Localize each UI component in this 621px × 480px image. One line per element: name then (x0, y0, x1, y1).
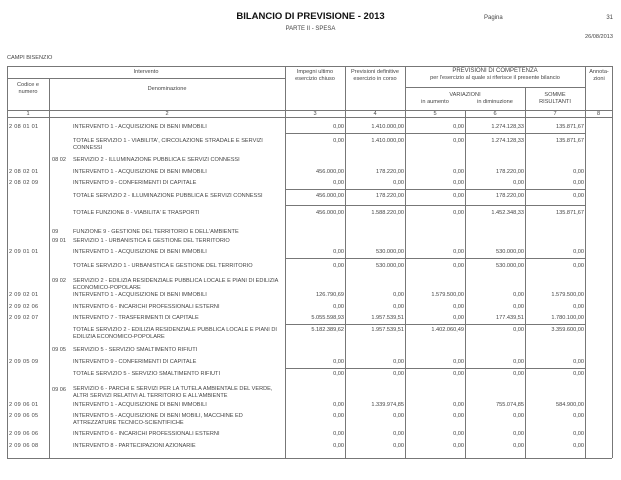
row-value: 1.579.500,00 (551, 292, 584, 298)
row-value: 456.000,00 (316, 210, 344, 216)
header-divider (7, 117, 612, 118)
row-value: 0,00 (513, 327, 524, 333)
row-value: 1.588.220,00 (371, 210, 404, 216)
row-value: 0,00 (453, 371, 464, 377)
col-header-intervento: Intervento (133, 69, 159, 75)
row-value: 3.359.600,00 (551, 327, 584, 333)
table-border-left (7, 66, 8, 458)
row-code: 2 09 05 09 (9, 359, 39, 365)
row-denominazione: SERVIZIO 1 - URBANISTICA E GESTIONE DEL TERRITORIO (73, 238, 230, 244)
row-value: 0,00 (393, 371, 404, 377)
col-header-denominazione: Denominazione (147, 86, 187, 92)
row-value: 177.439,51 (496, 315, 524, 321)
row-value: 0,00 (573, 371, 584, 377)
col-header-variazioni: VARIAZIONI (449, 92, 481, 98)
column-divider (585, 66, 586, 458)
row-code: 2 09 02 01 (9, 292, 39, 298)
row-denominazione: INTERVENTO 8 - PARTECIPAZIONI AZIONARIE (73, 443, 196, 449)
row-value: 178.220,00 (376, 193, 404, 199)
col-header-previsioni: Previsioni definitive esercizio in corso (351, 69, 399, 82)
col-header-diminuzione: in diminuzione (477, 99, 513, 105)
document-title: BILANCIO DI PREVISIONE - 2013 (236, 11, 385, 22)
column-number: 7 (553, 110, 557, 117)
row-value: 0,00 (573, 263, 584, 269)
row-denominazione: INTERVENTO 1 - ACQUISIZIONE DI BENI IMMOBILI (73, 402, 207, 408)
row-value: 0,00 (573, 169, 584, 175)
row-value: 0,00 (393, 431, 404, 437)
row-value: 126.790,69 (316, 292, 344, 298)
row-value: 584.900,00 (556, 402, 584, 408)
row-value: 135.871,67 (556, 210, 584, 216)
row-value: 0,00 (573, 193, 584, 199)
row-value: 456.000,00 (316, 169, 344, 175)
row-denominazione: TOTALE SERVIZIO 2 - EDILIZIA RESIDENZIALE PUBBLICA LOCALE E PIANI DI EDILIZIA ECONOMICO-POPOLARE (73, 327, 277, 340)
page-number: 31 (606, 15, 613, 21)
row-value: 0,00 (513, 431, 524, 437)
row-value: 0,00 (513, 413, 524, 419)
row-denominazione: INTERVENTO 7 - TRASFERIMENTI DI CAPITALE (73, 315, 199, 321)
row-value: 0,00 (453, 443, 464, 449)
row-value: 0,00 (333, 371, 344, 377)
row-separator (285, 133, 585, 134)
row-value: 0,00 (513, 292, 524, 298)
col-header-codice: Codice e numero (16, 82, 40, 95)
row-section-code: 09 (52, 229, 59, 235)
row-denominazione: FUNZIONE 9 - GESTIONE DEL TERRITORIO E DELL'AMBIENTE (73, 229, 239, 235)
document-subtitle: PARTE II - SPESA (285, 26, 336, 32)
row-denominazione: INTERVENTO 1 - ACQUISIZIONE DI BENI IMMOBILI (73, 169, 207, 175)
row-denominazione: TOTALE SERVIZIO 5 - SERVIZIO SMALTIMENTO RIFIUTI (73, 371, 221, 377)
row-value: 0,00 (333, 263, 344, 269)
row-value: 0,00 (393, 304, 404, 310)
row-value: 0,00 (513, 359, 524, 365)
row-value: 0,00 (333, 402, 344, 408)
header-divider (7, 78, 285, 79)
row-denominazione: SERVIZIO 6 - PARCHI E SERVIZI PER LA TUTELA AMBIENTALE DEL VERDE, ALTRI SERVIZI RELATIVI AL TERRITORIO E ALL'AMBIENTE (73, 386, 273, 399)
row-denominazione: TOTALE FUNZIONE 8 - VIABILITA' E TRASPORTI (73, 210, 200, 216)
row-denominazione: TOTALE SERVIZIO 1 - URBANISTICA E GESTIONE DEL TERRITORIO (73, 263, 253, 269)
row-denominazione: INTERVENTO 1 - ACQUISIZIONE DI BENI IMMOBILI (73, 124, 207, 130)
table-border-right (612, 66, 613, 458)
row-value: 178.220,00 (496, 169, 524, 175)
row-value: 0,00 (393, 443, 404, 449)
document-date: 26/08/2013 (585, 34, 613, 40)
page-label: Pagina (484, 15, 503, 21)
row-value: 0,00 (573, 443, 584, 449)
row-value: 1.339.974,85 (371, 402, 404, 408)
row-value: 0,00 (453, 304, 464, 310)
entity-name: CAMPI BISENZIO (7, 55, 53, 61)
column-number: 2 (165, 110, 169, 117)
row-value: 755.074,85 (496, 402, 524, 408)
col-header-competenza-sub: per l'esercizio al quale si riferisce il presente bilancio (430, 75, 560, 81)
column-number: 6 (493, 110, 497, 117)
row-value: 0,00 (453, 315, 464, 321)
row-value: 1.780.100,00 (551, 315, 584, 321)
table-border-top (7, 66, 612, 67)
row-value: 0,00 (333, 180, 344, 186)
row-section-code: 09 02 (52, 278, 66, 284)
row-separator (285, 205, 585, 206)
row-value: 0,00 (333, 304, 344, 310)
row-code: 2 09 06 05 (9, 413, 39, 419)
row-separator (285, 324, 585, 325)
row-value: 0,00 (333, 431, 344, 437)
row-value: 0,00 (573, 249, 584, 255)
row-section-code: 09 05 (52, 347, 66, 353)
row-value: 1.410.000,00 (371, 124, 404, 130)
row-denominazione: TOTALE SERVIZIO 2 - ILLUMINAZIONE PUBBLICA E SERVIZI CONNESSI (73, 193, 263, 199)
row-value: 135.871,67 (556, 124, 584, 130)
row-value: 0,00 (453, 210, 464, 216)
row-value: 0,00 (453, 124, 464, 130)
row-value: 1.274.128,33 (491, 124, 524, 130)
row-value: 178.220,00 (496, 193, 524, 199)
row-value: 0,00 (453, 431, 464, 437)
row-value: 1.402.060,49 (431, 327, 464, 333)
row-value: 1.274.128,33 (491, 138, 524, 144)
row-value: 0,00 (453, 359, 464, 365)
row-code: 2 09 01 01 (9, 249, 39, 255)
col-header-somme: SOMME RISULTANTI (539, 92, 571, 105)
row-code: 2 09 06 06 (9, 431, 39, 437)
row-value: 0,00 (573, 413, 584, 419)
row-value: 0,00 (393, 413, 404, 419)
row-code: 2 08 01 01 (9, 124, 39, 130)
row-denominazione: INTERVENTO 6 - INCARICHI PROFESSIONALI ESTERNI (73, 304, 220, 310)
row-value: 0,00 (453, 249, 464, 255)
row-value: 530.000,00 (496, 263, 524, 269)
row-value: 530.000,00 (376, 263, 404, 269)
row-value: 5.182.389,62 (311, 327, 344, 333)
row-value: 0,00 (453, 413, 464, 419)
row-value: 0,00 (333, 249, 344, 255)
col-header-impegni: Impegni ultimo esercizio chiuso (295, 69, 335, 82)
row-value: 0,00 (393, 292, 404, 298)
column-number: 8 (596, 110, 601, 117)
row-denominazione: INTERVENTO 1 - ACQUISIZIONE DI BENI IMMOBILI (73, 249, 207, 255)
row-value: 0,00 (453, 263, 464, 269)
col-header-aumento: in aumento (421, 99, 449, 105)
row-value: 0,00 (453, 138, 464, 144)
row-code: 2 09 06 08 (9, 443, 39, 449)
row-value: 135.871,67 (556, 138, 584, 144)
row-value: 0,00 (453, 180, 464, 186)
row-value: 0,00 (573, 304, 584, 310)
row-value: 0,00 (573, 431, 584, 437)
row-denominazione: TOTALE SERVIZIO 1 - VIABILITA', CIRCOLAZIONE STRADALE E SERVIZI CONNESSI (73, 138, 263, 151)
row-value: 0,00 (513, 371, 524, 377)
row-separator (285, 258, 585, 259)
column-number: 4 (373, 110, 377, 117)
row-denominazione: INTERVENTO 9 - CONFERIMENTI DI CAPITALE (73, 359, 197, 365)
row-value: 0,00 (333, 443, 344, 449)
row-value: 530.000,00 (376, 249, 404, 255)
row-value: 0,00 (333, 413, 344, 419)
row-denominazione: INTERVENTO 5 - ACQUISIZIONE DI BENI MOBILI, MACCHINE ED ATTREZZATURE TECNICO-SCIENTIFICHE (73, 413, 243, 426)
row-code: 2 08 02 01 (9, 169, 39, 175)
row-value: 178.220,00 (376, 169, 404, 175)
row-section-code: 09 01 (52, 238, 66, 244)
column-number: 3 (313, 110, 317, 117)
row-value: 0,00 (513, 180, 524, 186)
header-divider (405, 87, 585, 88)
row-value: 0,00 (453, 402, 464, 408)
col-header-annotazioni: Annota- zioni (589, 69, 609, 82)
row-value: 1.410.000,00 (371, 138, 404, 144)
row-separator (285, 189, 585, 190)
row-code: 2 08 02 09 (9, 180, 39, 186)
row-value: 0,00 (333, 359, 344, 365)
row-value: 0,00 (513, 304, 524, 310)
row-value: 1.579.500,00 (431, 292, 464, 298)
row-denominazione: INTERVENTO 6 - INCARICHI PROFESSIONALI ESTERNI (73, 431, 220, 437)
row-denominazione: INTERVENTO 1 - ACQUISIZIONE DI BENI IMMOBILI (73, 292, 207, 298)
column-divider (49, 78, 50, 458)
row-value: 530.000,00 (496, 249, 524, 255)
row-value: 0,00 (333, 138, 344, 144)
row-section-code: 08 02 (52, 157, 66, 163)
column-number: 5 (433, 110, 437, 117)
row-separator (285, 368, 585, 369)
row-value: 1.957.539,51 (371, 327, 404, 333)
row-denominazione: SERVIZIO 2 - ILLUMINAZIONE PUBBLICA E SERVIZI CONNESSI (73, 157, 240, 163)
row-denominazione: SERVIZIO 5 - SERVIZIO SMALTIMENTO RIFIUTI (73, 347, 198, 353)
row-denominazione: INTERVENTO 9 - CONFERIMENTI DI CAPITALE (73, 180, 197, 186)
row-code: 2 09 02 07 (9, 315, 39, 321)
row-denominazione: SERVIZIO 2 - EDILIZIA RESIDENZIALE PUBBLICA LOCALE E PIANI DI EDILIZIA ECONOMICO-POPOLARE (73, 278, 279, 291)
row-value: 0,00 (573, 359, 584, 365)
row-value: 1.957.539,51 (371, 315, 404, 321)
col-header-competenza: PREVISIONI DI COMPETENZA (452, 68, 538, 74)
row-value: 0,00 (453, 193, 464, 199)
row-value: 0,00 (453, 169, 464, 175)
row-value: 1.452.348,33 (491, 210, 524, 216)
table-border-bottom (7, 458, 612, 459)
row-value: 5.055.598,93 (311, 315, 344, 321)
row-value: 0,00 (393, 359, 404, 365)
row-value: 0,00 (393, 180, 404, 186)
row-value: 0,00 (573, 180, 584, 186)
row-value: 456.000,00 (316, 193, 344, 199)
row-code: 2 09 06 01 (9, 402, 39, 408)
column-number: 1 (26, 110, 30, 117)
row-value: 0,00 (513, 443, 524, 449)
row-code: 2 09 02 06 (9, 304, 39, 310)
row-section-code: 09 06 (52, 387, 66, 393)
row-value: 0,00 (333, 124, 344, 130)
